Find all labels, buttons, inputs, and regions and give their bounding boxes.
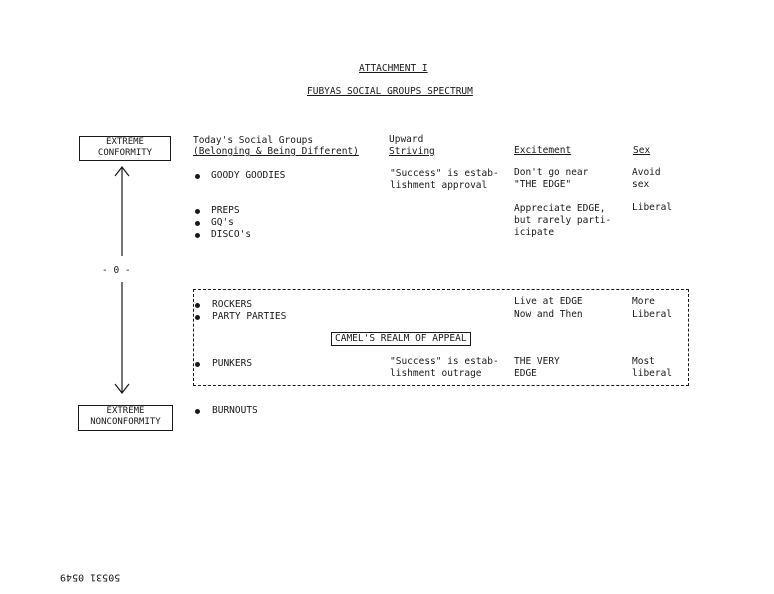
goody-excitement-line2: "THE EDGE"	[514, 179, 572, 190]
document-title: ATTACHMENT I	[359, 63, 428, 74]
upward-header-line2: Striving	[389, 146, 435, 157]
group-gqs: GQ's	[211, 217, 234, 228]
bullet-icon	[195, 233, 200, 238]
upward-header-line1: Upward	[389, 134, 424, 145]
document-subtitle: FUBYAS SOCIAL GROUPS SPECTRUM	[307, 86, 473, 97]
preps-excitement-line2: but rarely parti-	[514, 215, 612, 226]
spectrum-arrow	[110, 164, 134, 396]
goody-upward-line2: lishment approval	[390, 180, 488, 191]
extreme-nonconformity-box: EXTREME NONCONFORMITY	[78, 405, 173, 431]
excitement-header: Excitement	[514, 145, 572, 156]
bullet-icon	[195, 362, 200, 367]
zero-midpoint-label: - 0 -	[102, 265, 131, 276]
group-punkers: PUNKERS	[212, 358, 253, 369]
rockers-sex-line2: Liberal	[632, 309, 673, 320]
bullet-icon	[195, 315, 200, 320]
preps-excitement-line3: icipate	[514, 227, 555, 238]
group-goody-goodies: GOODY GOODIES	[211, 170, 286, 181]
bullet-icon	[195, 221, 200, 226]
bullet-icon	[195, 209, 200, 214]
groups-header-line1: Today's Social Groups	[193, 135, 314, 146]
goody-excitement-line1: Don't go near	[514, 167, 589, 178]
group-party-parties: PARTY PARTIES	[212, 311, 287, 322]
footer-document-code: 50531 0549	[60, 571, 121, 583]
punkers-sex-line2: liberal	[632, 368, 673, 379]
punkers-excitement-line1: THE VERY	[514, 356, 560, 367]
goody-upward-line1: "Success" is estab-	[390, 168, 499, 179]
goody-sex-line1: Avoid	[632, 167, 661, 178]
bullet-icon	[195, 303, 200, 308]
bullet-icon	[195, 174, 200, 179]
preps-sex: Liberal	[632, 202, 673, 213]
sex-header: Sex	[633, 145, 651, 156]
group-rockers: ROCKERS	[212, 299, 253, 310]
groups-header-line2: (Belonging & Being Different)	[193, 146, 359, 157]
group-discos: DISCO's	[211, 229, 252, 240]
punkers-sex-line1: Most	[632, 356, 655, 367]
extreme-conformity-box: EXTREME CONFORMITY	[79, 136, 171, 161]
rockers-sex-line1: More	[632, 296, 655, 307]
group-preps: PREPS	[211, 205, 240, 216]
punkers-upward-line2: lishment outrage	[390, 368, 482, 379]
goody-sex-line2: sex	[632, 179, 650, 190]
punkers-upward-line1: "Success" is estab-	[390, 356, 499, 367]
punkers-excitement-line2: EDGE	[514, 368, 537, 379]
rockers-excitement-line1: Live at EDGE	[514, 296, 583, 307]
preps-excitement-line1: Appreciate EDGE,	[514, 203, 606, 214]
rockers-excitement-line2: Now and Then	[514, 309, 583, 320]
group-burnouts: BURNOUTS	[212, 405, 258, 416]
bullet-icon	[195, 409, 200, 414]
camel-realm-label: CAMEL'S REALM OF APPEAL	[331, 332, 471, 346]
